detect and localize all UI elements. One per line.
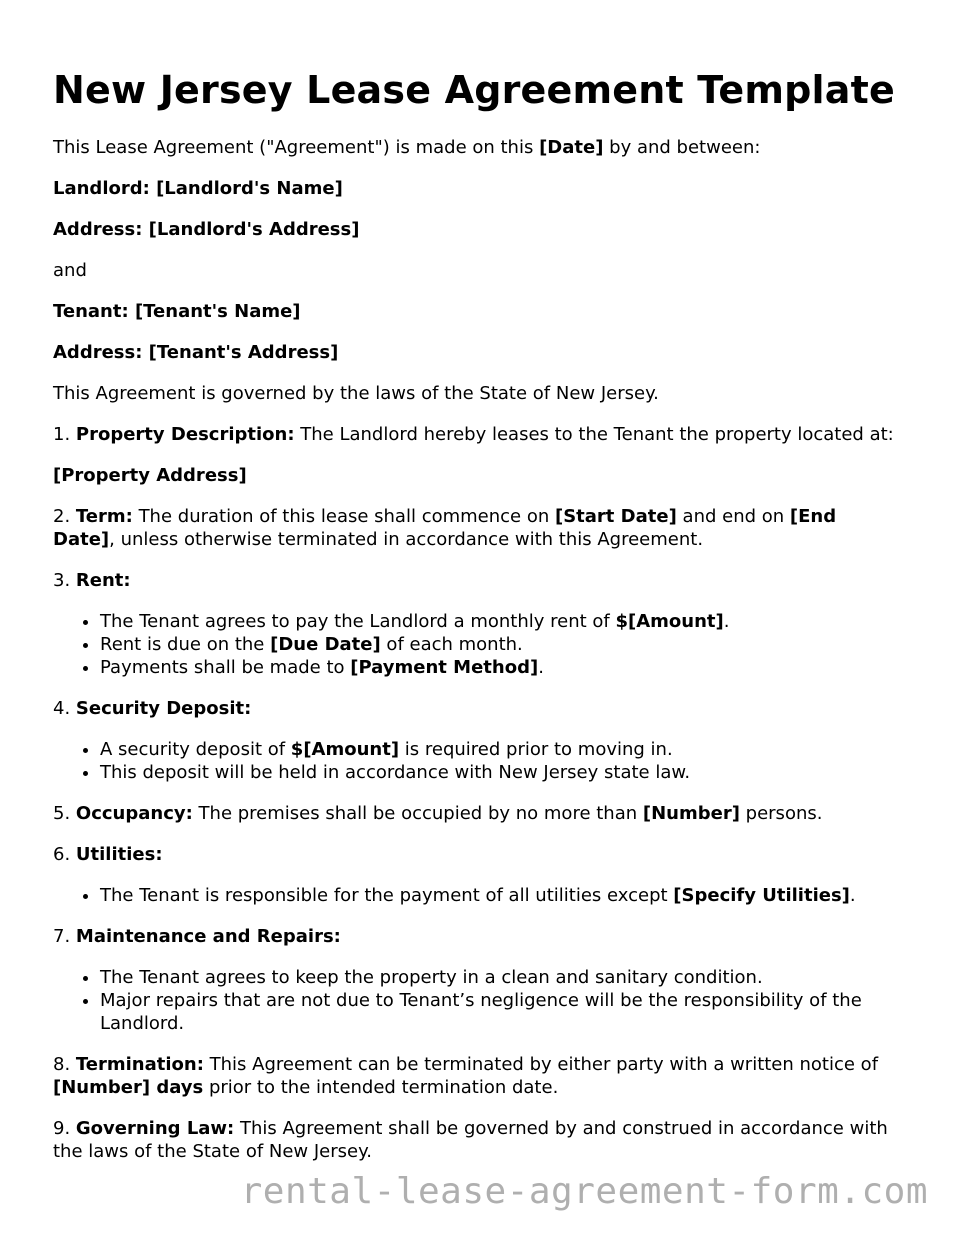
section-property-description — [53, 423, 903, 446]
section-utilities — [53, 843, 903, 866]
tenant-name-line — [53, 300, 903, 323]
landlord-address-line — [53, 218, 903, 241]
section-title: Term: — [75, 506, 133, 527]
section-text: prior to the intended termination date. — [203, 1077, 559, 1098]
date-placeholder: [Date] — [539, 137, 604, 158]
list-item: • The Tenant agrees to keep the property in a clean and sanitary condition. — [100, 966, 903, 989]
item-text: . — [723, 611, 730, 632]
deposit-amount-placeholder: $[Amount] — [290, 739, 400, 760]
payment-method-placeholder: [Payment Method] — [350, 657, 539, 678]
property-address-line — [53, 464, 903, 487]
section-security-deposit — [53, 697, 903, 720]
section-text: , unless otherwise terminated in accordance with this Agreement. — [109, 529, 704, 550]
section-text: This Agreement can be terminated by either party with a written notice of — [203, 1054, 879, 1075]
property-address: [Property Address] — [53, 465, 247, 486]
utilities-list — [53, 884, 903, 907]
tenant-name: Tenant: [Tenant's Name] — [53, 301, 301, 322]
item-text: Payments shall be made to — [100, 657, 351, 678]
item-text: A security deposit of — [100, 739, 291, 760]
section-number: 4. — [53, 698, 76, 719]
section-number: 7. — [53, 926, 76, 947]
tenant-address: Address: [Tenant's Address] — [53, 342, 339, 363]
section-title: Governing Law: — [75, 1118, 235, 1139]
list-item: • This deposit will be held in accordance with New Jersey state law. — [100, 761, 903, 784]
item-text: Rent is due on the — [100, 634, 271, 655]
item-text: is required prior to moving in. — [399, 739, 673, 760]
due-date-placeholder: [Due Date] — [270, 634, 381, 655]
item-text: . — [849, 885, 856, 906]
intro-paragraph — [53, 136, 903, 159]
landlord-address: Address: [Landlord's Address] — [53, 219, 360, 240]
section-title: Termination: — [75, 1054, 204, 1075]
list-item — [100, 633, 903, 656]
list-item — [100, 656, 903, 679]
intro-text-end: by and between: — [603, 137, 761, 158]
governed-statement: This Agreement is governed by the laws of the State of New Jersey. — [53, 383, 659, 404]
end-date-placeholder: [End Date] — [53, 506, 837, 550]
list-item — [100, 610, 903, 633]
section-title: Security Deposit: — [75, 698, 252, 719]
section-text: persons. — [739, 803, 823, 824]
section-text: This Agreement shall be governed by and construed in accordance with the laws of the State of New Jersey. — [53, 1118, 888, 1162]
maintenance-list — [53, 966, 903, 1035]
notice-days-placeholder: [Number] days — [53, 1077, 204, 1098]
rent-amount-placeholder: $[Amount] — [615, 611, 724, 632]
rent-list — [53, 610, 903, 679]
section-title: Rent: — [75, 570, 131, 591]
section-number: 3. — [53, 570, 76, 591]
section-number: 8. — [53, 1054, 76, 1075]
section-number: 5. — [53, 803, 76, 824]
document-title: New Jersey Lease Agreement Template — [53, 68, 895, 112]
section-number: 1. — [53, 424, 76, 445]
section-term — [53, 505, 903, 551]
section-text: The Landlord hereby leases to the Tenant the property located at: — [294, 424, 894, 445]
landlord-name: Landlord: [Landlord's Name] — [53, 178, 343, 199]
landlord-name-line — [53, 177, 903, 200]
list-item — [100, 884, 903, 907]
section-occupancy — [53, 802, 903, 825]
section-governing-law — [53, 1117, 903, 1163]
item-text: The Tenant agrees to pay the Landlord a monthly rent of — [100, 611, 616, 632]
section-title: Utilities: — [75, 844, 163, 865]
list-item — [100, 738, 903, 761]
section-number: 9. — [53, 1118, 76, 1139]
section-maintenance — [53, 925, 903, 948]
intro-text: This Lease Agreement ("Agreement") is made on this — [53, 137, 540, 158]
item-text: The Tenant is responsible for the payment of all utilities except — [100, 885, 674, 906]
section-text: and end on — [676, 506, 790, 527]
section-title: Maintenance and Repairs: — [75, 926, 341, 947]
section-number: 2. — [53, 506, 76, 527]
utilities-placeholder: [Specify Utilities] — [673, 885, 850, 906]
site-watermark: rental-lease-agreement-form.com — [240, 1171, 928, 1212]
deposit-list — [53, 738, 903, 784]
section-termination — [53, 1053, 903, 1099]
section-text: The premises shall be occupied by no more than — [192, 803, 643, 824]
start-date-placeholder: [Start Date] — [554, 506, 677, 527]
occupant-number-placeholder: [Number] — [642, 803, 740, 824]
section-title: Property Description: — [75, 424, 295, 445]
section-number: 6. — [53, 844, 76, 865]
tenant-address-line — [53, 341, 903, 364]
section-title: Occupancy: — [75, 803, 193, 824]
section-text: The duration of this lease shall commence on — [132, 506, 555, 527]
item-text: . — [538, 657, 544, 678]
and-separator: and — [53, 260, 87, 281]
section-rent — [53, 569, 903, 592]
lease-document — [53, 66, 903, 1181]
item-text: of each month. — [380, 634, 523, 655]
list-item: • Major repairs that are not due to Tenant’s negligence will be the responsibility of the Landlord. — [100, 989, 903, 1035]
